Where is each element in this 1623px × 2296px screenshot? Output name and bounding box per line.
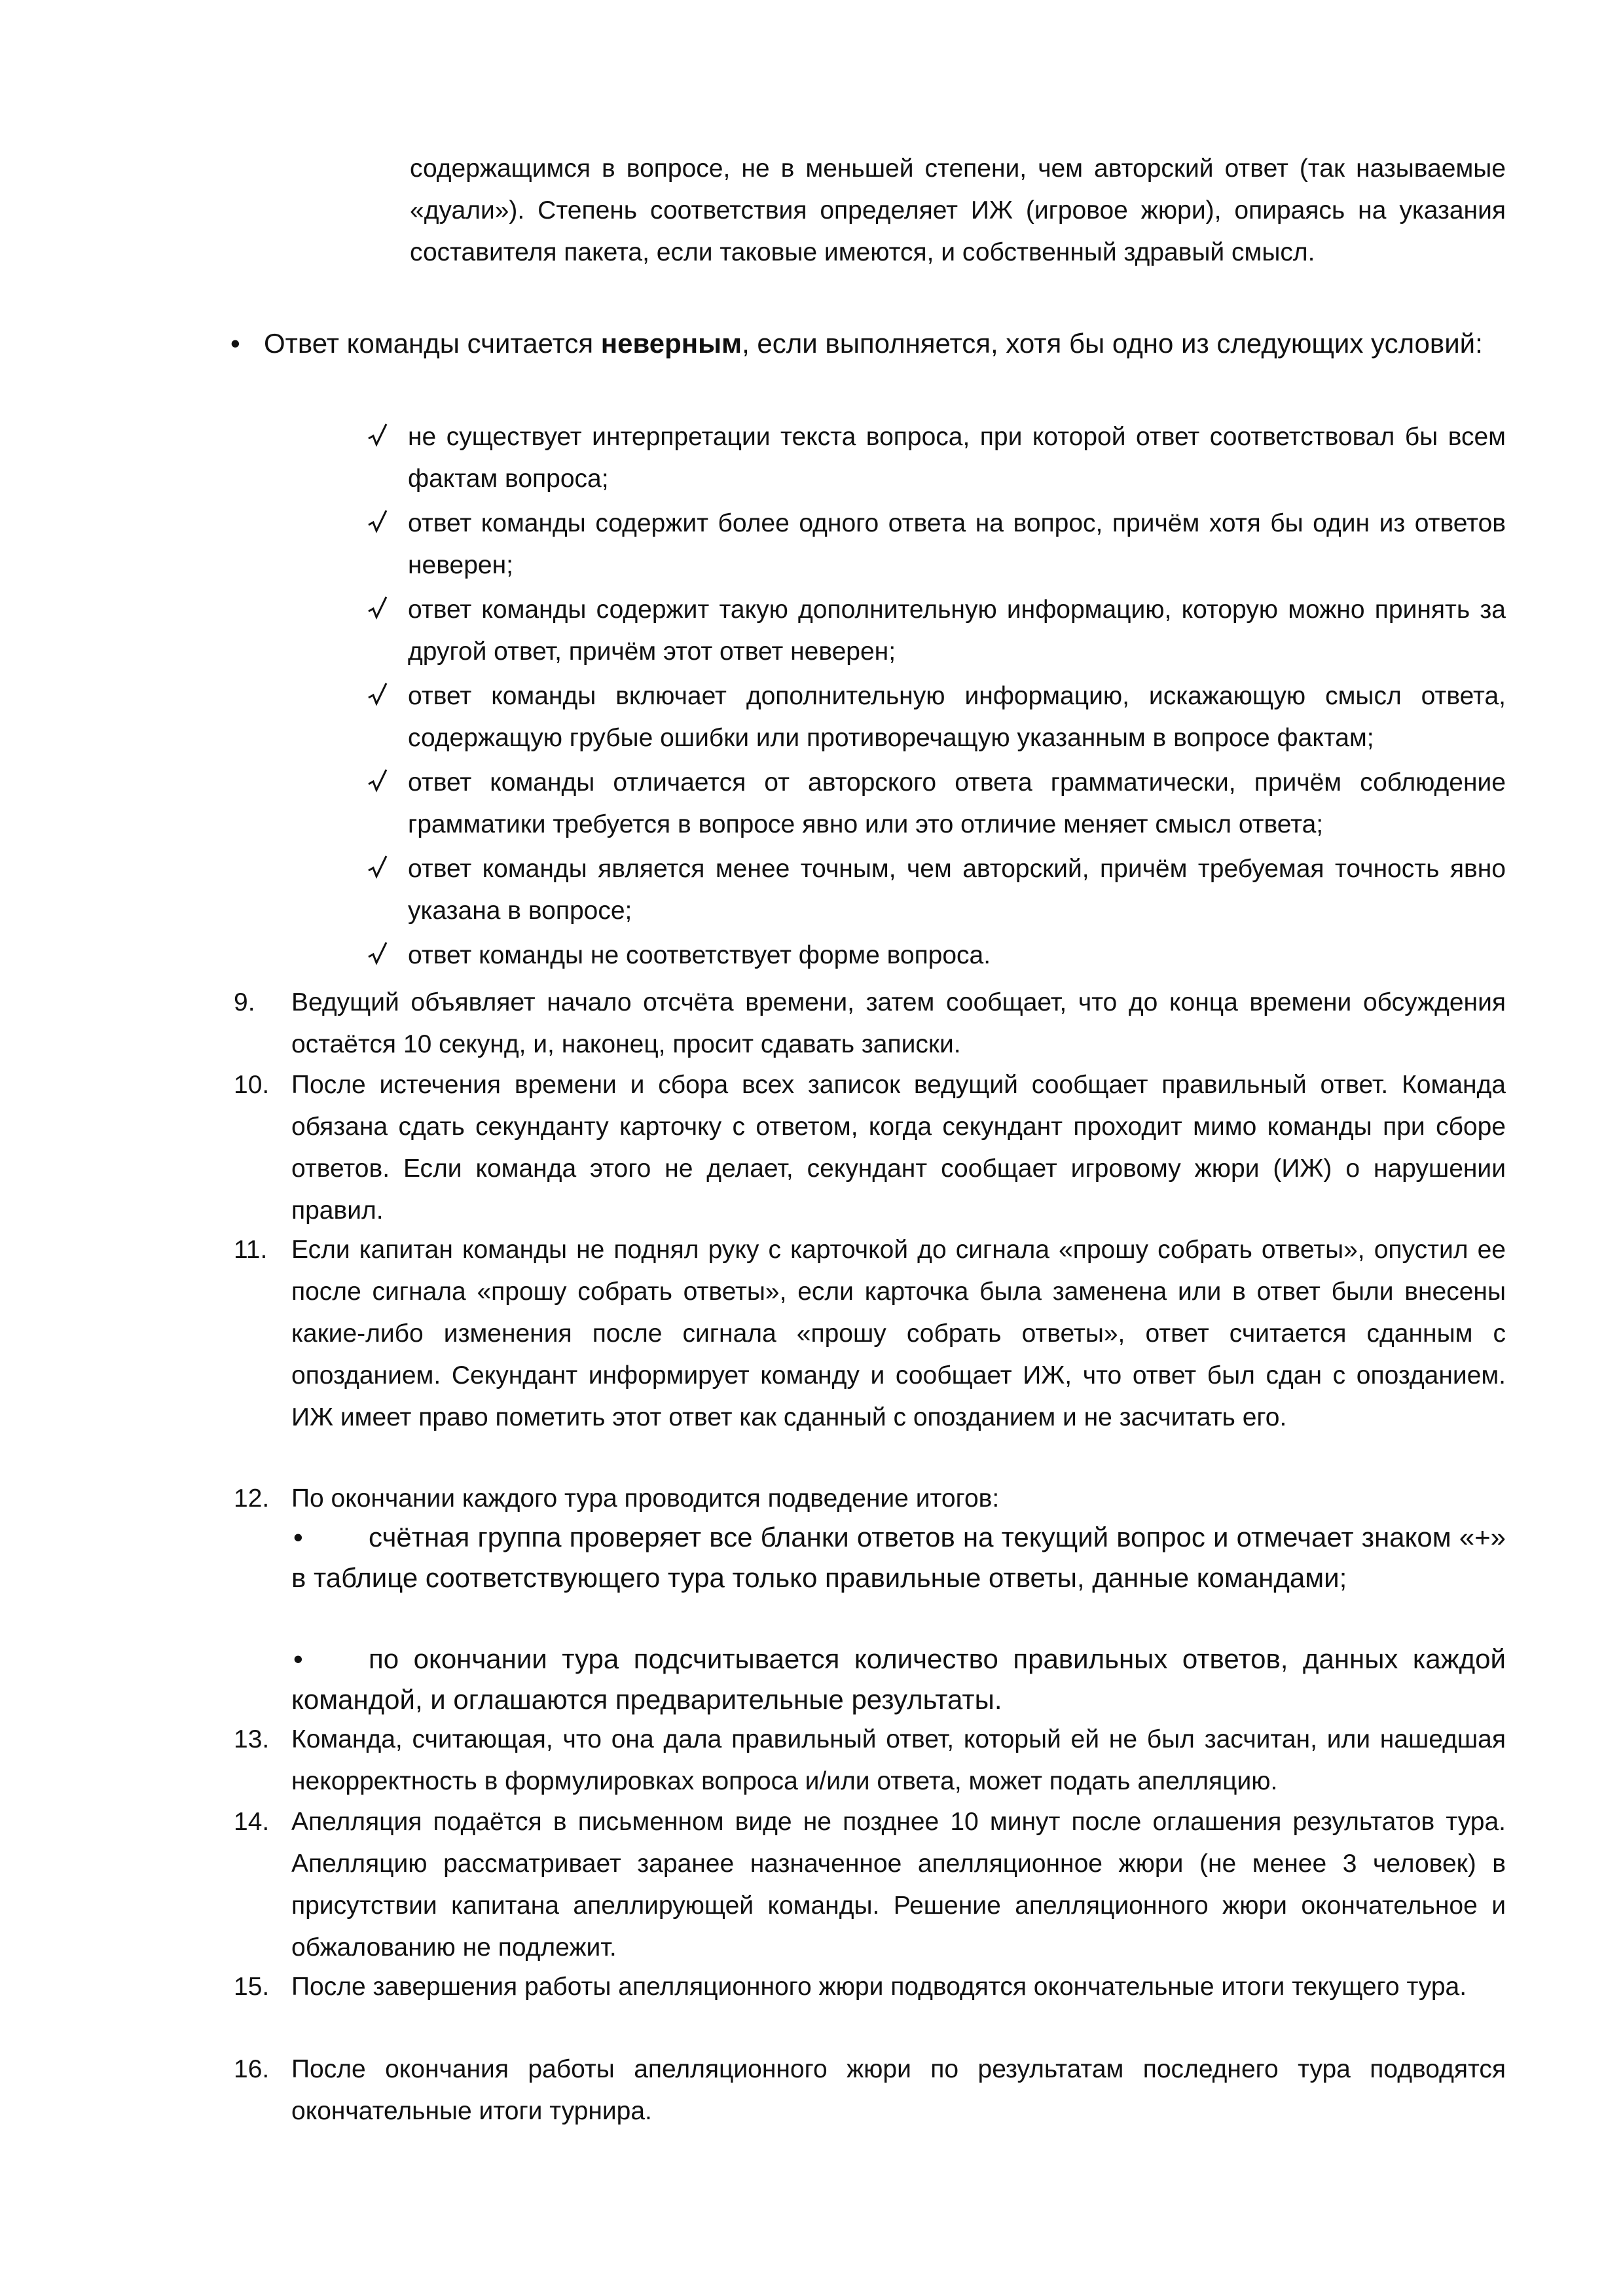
check-icon xyxy=(367,416,389,458)
condition-item: ответ команды не соответствует форме вопроса. xyxy=(408,941,991,969)
condition-item: не существует интерпретации текста вопроса, при которой ответ соответствовал бы всем фактам вопроса; xyxy=(408,423,1506,493)
list-item: После истечения времени и сбора всех записок ведущий сообщает правильный ответ. Команда обязана сдать секунданту карточку с ответом, когда секундант проходит мимо команды при сборе ответов. Если команда этого не делает, секундант сообщает игровому жюри (ИЖ) о нарушении правил. xyxy=(291,1071,1506,1225)
list-item: Если капитан команды не поднял руку с карточкой до сигнала «прошу собрать ответы», опустил ее после сигнала «прошу собрать ответы», если карточка была заменена или в ответ были внесены какие-либо изменения после сигнала «прошу собрать ответы», ответ считается сданным с опозданием. Секундант информирует команду и сообщает ИЖ, что ответ был сдан с опозданием. ИЖ имеет право пометить этот ответ как сданный с опозданием и не засчитать его. xyxy=(291,1236,1506,1431)
list-item: Апелляция подаётся в письменном виде не позднее 10 минут после оглашения результатов тура. Апелляцию рассматривает заранее назначенное апелляционное жюри (не менее 3 человек) в присутствии капитана апеллирующей команды. Решение апелляционного жюри окончательное и обжалованию не подлежит. xyxy=(291,1808,1506,1962)
check-icon xyxy=(367,503,389,545)
condition-item: ответ команды отличается от авторского ответа грамматически, причём соблюдение грамматики требуется в вопросе явно или это отличие меняет смысл ответа; xyxy=(408,768,1506,838)
wrong-answer-lead: Ответ команды считается xyxy=(264,328,601,359)
list-item-number: 10. xyxy=(234,1071,270,1099)
list-item-number: 14. xyxy=(234,1808,270,1836)
list-item: Ведущий объявляет начало отсчёта времени, затем сообщает, что до конца времени обсуждения остаётся 10 секунд, и, наконец, просит сдавать записки. xyxy=(291,988,1506,1058)
list-item: После завершения работы апелляционного жюри подводятся окончательные итоги текущего тура. xyxy=(291,1973,1467,2001)
check-icon xyxy=(367,762,389,804)
list-item: По окончании каждого тура проводится подведение итогов: xyxy=(291,1484,1000,1513)
wrong-answer-bold: неверным xyxy=(600,328,742,359)
condition-item: ответ команды содержит такую дополнительную информацию, которую можно принять за другой ответ, причём этот ответ неверен; xyxy=(408,596,1506,666)
list-item-number: 12. xyxy=(234,1484,270,1513)
bullet-icon: • xyxy=(230,328,240,359)
bullet-icon: • xyxy=(293,1643,303,1674)
list-item-number: 13. xyxy=(234,1725,270,1753)
intro-continuation-paragraph: содержащимся в вопросе, не в меньшей степени, чем авторский ответ (так называемые «дуали»). Степень соответствия определяет ИЖ (игровое жюри), опираясь на указания составителя пакета, если таковые имеются, и собственный здравый смысл. xyxy=(410,154,1506,266)
condition-item: ответ команды включает дополнительную информацию, искажающую смысл ответа, содержащую грубые ошибки или противоречащую указанным в вопросе фактам; xyxy=(408,682,1506,752)
check-icon xyxy=(367,675,389,717)
condition-item: ответ команды содержит более одного ответа на вопрос, причём хотя бы один из ответов неверен; xyxy=(408,509,1506,579)
sub-bullet-item: счётная группа проверяет все бланки ответов на текущий вопрос и отмечает знаком «+» в таблице соответствующего тура только правильные ответы, данные командами; xyxy=(291,1522,1506,1593)
check-icon xyxy=(367,848,389,890)
list-item: Команда, считающая, что она дала правильный ответ, который ей не был засчитан, или нашедшая некорректность в формулировках вопроса и/или ответа, может подать апелляцию. xyxy=(291,1725,1506,1795)
sub-bullet-item: по окончании тура подсчитывается количество правильных ответов, данных каждой командой, и оглашаются предварительные результаты. xyxy=(291,1643,1506,1715)
check-icon xyxy=(367,589,389,631)
wrong-answer-paragraph xyxy=(264,323,1506,364)
condition-item: ответ команды является менее точным, чем авторский, причём требуемая точность явно указана в вопросе; xyxy=(408,855,1506,925)
bullet-icon: • xyxy=(293,1522,303,1552)
list-item-number: 16. xyxy=(234,2055,270,2083)
check-icon xyxy=(367,935,389,977)
list-item-number: 9. xyxy=(234,988,255,1016)
list-item-number: 11. xyxy=(234,1236,268,1264)
wrong-answer-tail: , если выполняется, хотя бы одно из следующих условий: xyxy=(742,328,1483,359)
list-item-number: 15. xyxy=(234,1973,270,2001)
list-item: После окончания работы апелляционного жюри по результатам последнего тура подводятся окончательные итоги турнира. xyxy=(291,2055,1506,2125)
